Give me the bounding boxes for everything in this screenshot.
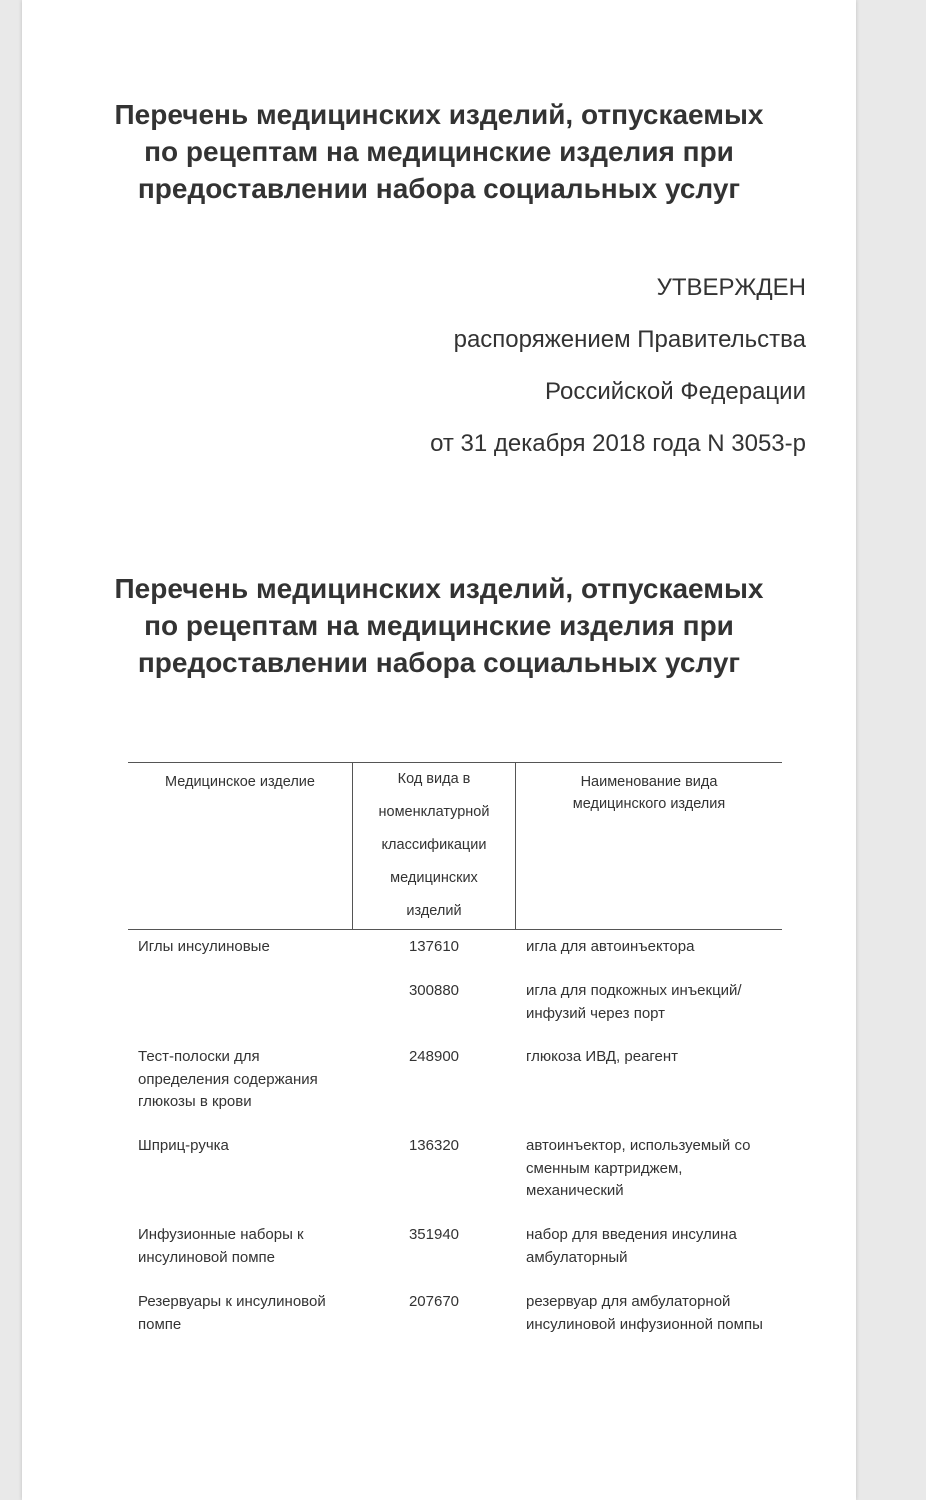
table-row xyxy=(128,980,782,1046)
cell-device xyxy=(128,980,352,1046)
table-row xyxy=(128,1135,782,1224)
approval-line-order: распоряжением Правительства xyxy=(453,326,806,353)
table-header xyxy=(128,762,782,930)
document-title-line: по рецептам на медицинские изделия при xyxy=(144,136,734,167)
header-device: Медицинское изделие xyxy=(165,774,315,790)
document-title xyxy=(22,96,856,207)
cell-name: игла для автоинъектора xyxy=(526,938,695,955)
cell-device: Иглы инсулиновые xyxy=(138,938,270,955)
section-title-line: по рецептам на медицинские изделия при xyxy=(144,610,734,641)
cell-name: набор для введения инсулина амбулаторный xyxy=(526,1226,737,1266)
header-name: Наименование вида медицинского изделия xyxy=(572,774,726,812)
cell-name: глюкоза ИВД, реагент xyxy=(526,1048,679,1065)
section-title xyxy=(22,570,856,681)
cell-device: Резервуары к инсулиновой помпе xyxy=(138,1293,326,1333)
cell-code: 207670 xyxy=(408,1293,460,1310)
cell-code: 136320 xyxy=(408,1137,460,1154)
cell-device: Тест-полоски для определения содержания глюкозы в крови xyxy=(138,1048,318,1110)
cell-device: Шприц-ручка xyxy=(138,1137,229,1154)
header-code: Код вида в номенклатурной классификации медицинских изделий xyxy=(352,763,516,929)
cell-code: 248900 xyxy=(408,1048,460,1065)
section-title-line: Перечень медицинских изделий, отпускаемых xyxy=(114,573,764,604)
approval-line-approved: УТВЕРЖДЕН xyxy=(656,274,806,301)
cell-code: 137610 xyxy=(408,938,460,955)
cell-name: резервуар для амбулаторной инсулиновой инфузионной помпы xyxy=(526,1293,763,1333)
document-title-line: Перечень медицинских изделий, отпускаемых xyxy=(114,99,764,130)
table-row xyxy=(128,936,782,980)
approval-block xyxy=(430,270,806,478)
cell-code: 351940 xyxy=(408,1226,460,1243)
cell-code: 300880 xyxy=(408,982,460,999)
cell-device: Инфузионные наборы к инсулиновой помпе xyxy=(138,1226,304,1266)
section-title-line: предоставлении набора социальных услуг xyxy=(137,647,741,678)
cell-name: автоинъектор, используемый со сменным картриджем, механический xyxy=(526,1137,751,1199)
table-row xyxy=(128,1224,782,1291)
devices-table xyxy=(128,762,782,1361)
approval-line-government: Российской Федерации xyxy=(545,378,806,405)
table-row xyxy=(128,1046,782,1135)
approval-line-date: от 31 декабря 2018 года N 3053-р xyxy=(430,430,806,457)
cell-name: игла для подкожных инъекций/ инфузий через порт xyxy=(526,982,742,1022)
document-page xyxy=(22,0,856,1500)
document-title-line: предоставлении набора социальных услуг xyxy=(137,173,741,204)
table-row xyxy=(128,1291,782,1361)
